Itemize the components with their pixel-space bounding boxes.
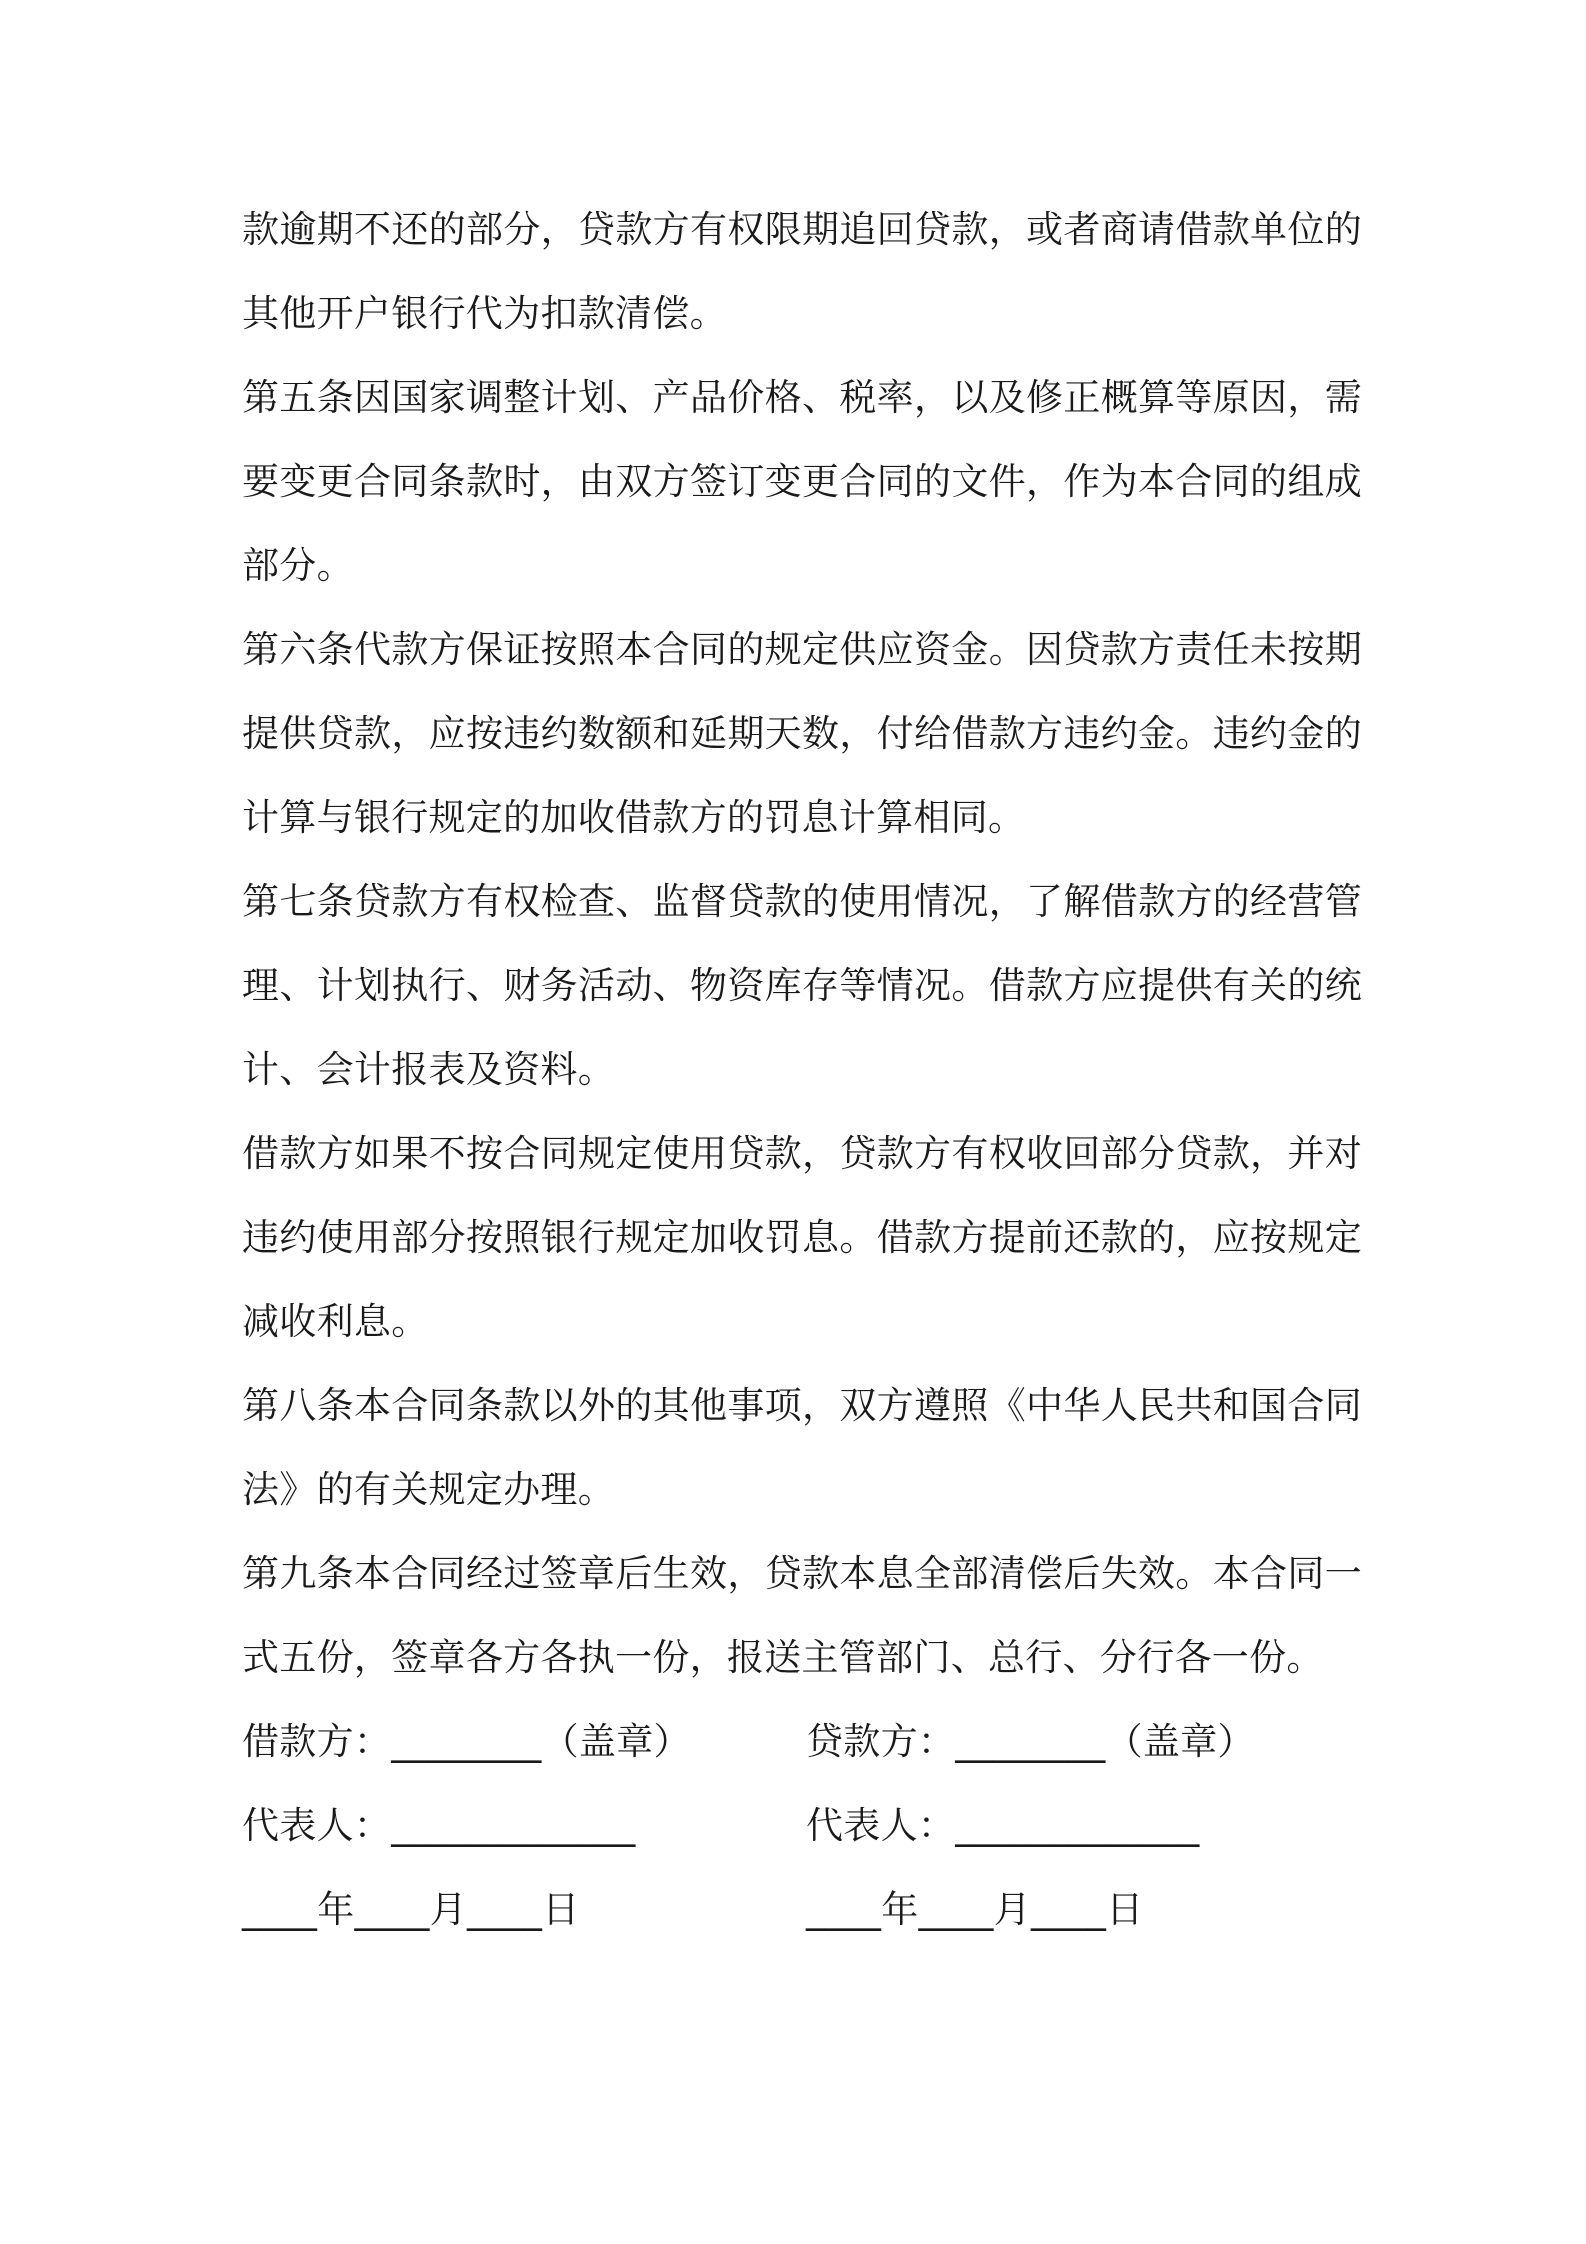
lender-representative-line: 代表人：_____________ [806, 1804, 1200, 1847]
lender-date-line: ____年____月____日 [806, 1888, 1144, 1931]
lender-seal-line: 贷款方：________（盖章） [806, 1720, 1255, 1763]
paragraph-continuation: 款逾期不还的部分，贷款方有权限期追回贷款，或者商请借款单位的其他开户银行代为扣款清偿。 [242, 208, 1362, 335]
paragraph-article-6: 第六条代款方保证按照本合同的规定供应资金。因贷款方责任未按期提供贷款，应按违约数额和延期天数，付给借款方违约金。违约金的计算与银行规定的加收借款方的罚息计算相同。 [242, 628, 1362, 839]
paragraph-article-9: 第九条本合同经过签章后生效，贷款本息全部清偿后失效。本合同一式五份，签章各方各执一份，报送主管部门、总行、分行各一份。 [242, 1552, 1362, 1679]
paragraph-article-7: 第七条贷款方有权检查、监督贷款的使用情况，了解借款方的经营管理、计划执行、财务活动、物资库存等情况。借款方应提供有关的统计、会计报表及资料。 [242, 880, 1362, 1091]
paragraph-misuse-clause: 借款方如果不按合同规定使用贷款，贷款方有权收回部分贷款，并对违约使用部分按照银行规定加收罚息。借款方提前还款的，应按规定减收利息。 [242, 1132, 1362, 1343]
borrower-representative-line: 代表人：_____________ [242, 1804, 636, 1847]
borrower-date-line: ____年____月____日 [242, 1888, 580, 1931]
paragraph-article-5: 第五条因国家调整计划、产品价格、税率，以及修正概算等原因，需要变更合同条款时，由双方签订变更合同的文件，作为本合同的组成部分。 [242, 376, 1362, 587]
signature-row-representative [242, 1784, 1362, 1868]
borrower-seal-line: 借款方：________（盖章） [242, 1720, 691, 1763]
signature-row-seal [242, 1700, 1362, 1784]
contract-body [242, 188, 1362, 1952]
paragraph-article-8: 第八条本合同条款以外的其他事项，双方遵照《中华人民共和国合同法》的有关规定办理。 [242, 1384, 1362, 1511]
signature-row-date [242, 1868, 1362, 1952]
